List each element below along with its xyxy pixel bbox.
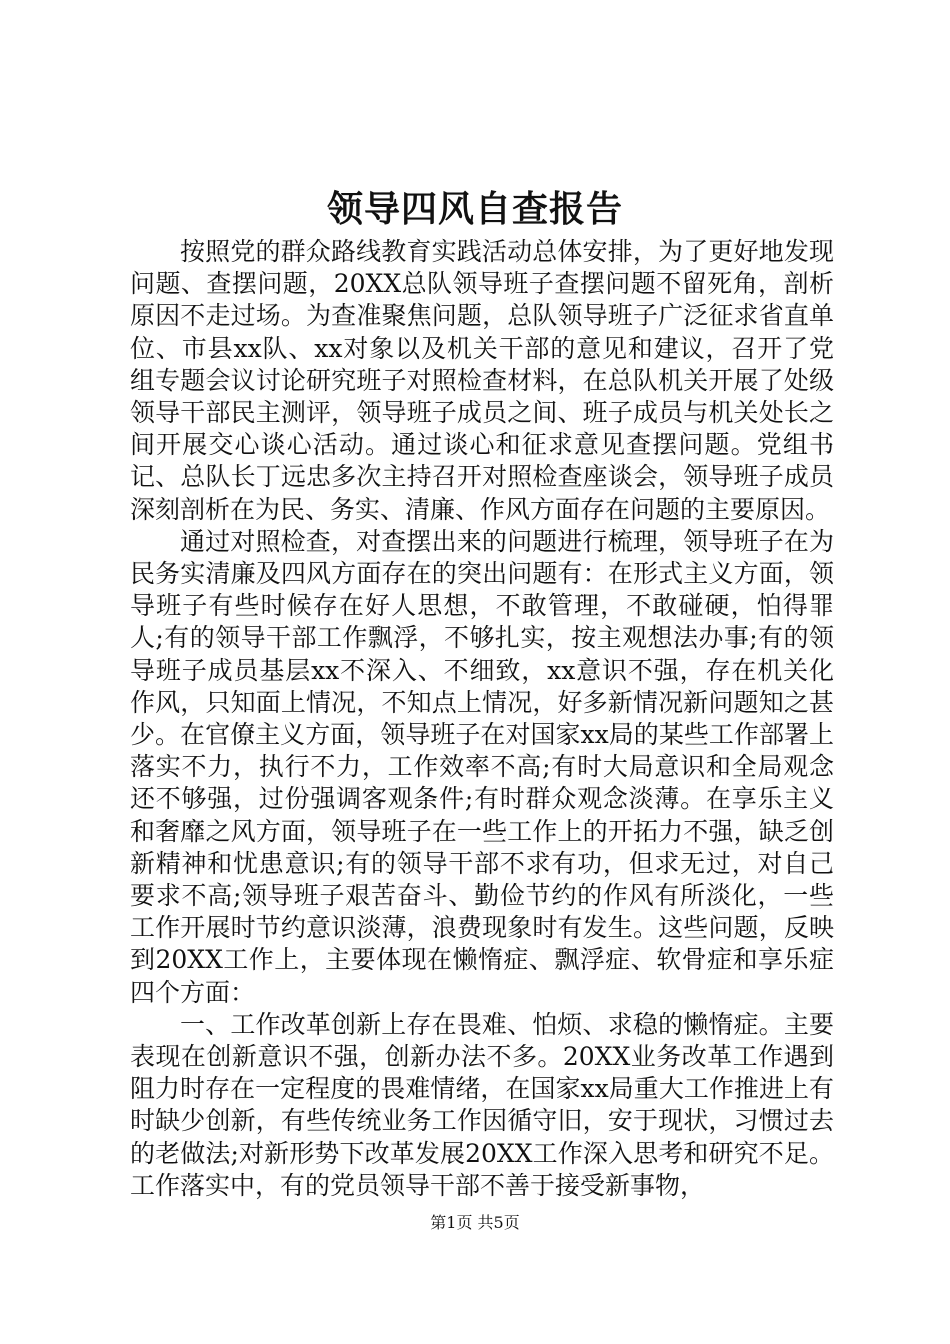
page-footer: 第1页 共5页	[430, 1213, 520, 1232]
paragraph-3: 一、工作改革创新上存在畏难、怕烦、求稳的懒惰症。主要表现在创新意识不强，创新办法不多。20XX业务改革工作遇到阻力时存在一定程度的畏难情绪，在国家xx局重大工作推进上有时缺少创新，有些传统业务工作因循守旧，安于现状，习惯过去的老做法;对新形势下改革发展20XX工作深入思考和研究不足。工作落实中，有的党员领导干部不善于接受新事物，	[130, 1009, 834, 1200]
document-body	[130, 236, 834, 1202]
paragraph-2: 通过对照检查，对查摆出来的问题进行梳理，领导班子在为民务实清廉及四风方面存在的突出问题有：在形式主义方面，领导班子有些时候存在好人思想，不敢管理，不敢碰硬，怕得罪人;有的领导干部工作飘浮，不够扎实，按主观想法办事;有的领导班子成员基层xx不深入、不细致，xx意识不强，存在机关化作风，只知面上情况，不知点上情况，好多新情况新问题知之甚少。在官僚主义方面，领导班子在对国家xx局的某些工作部署上落实不力，执行不力，工作效率不高;有时大局意识和全局观念还不够强，过份强调客观条件;有时群众观念淡薄。在享乐主义和奢靡之风方面，领导班子在一些工作上的开拓力不强，缺乏创新精神和忧患意识;有的领导干部不求有功，但求无过，对自己要求不高;领导班子艰苦奋斗、勤俭节约的作风有所淡化，一些工作开展时节约意识淡薄，浪费现象时有发生。这些问题，反映到20XX工作上，主要体现在懒惰症、飘浮症、软骨症和享乐症四个方面：	[130, 526, 834, 1007]
document-title: 领导四风自查报告	[326, 188, 623, 230]
paragraph-1: 按照党的群众路线教育实践活动总体安排，为了更好地发现问题、查摆问题，20XX总队领导班子查摆问题不留死角，剖析原因不走过场。为查准聚焦问题，总队领导班子广泛征求省直单位、市县xx队、xx对象以及机关干部的意见和建议，召开了党组专题会议讨论研究班子对照检查材料，在总队机关开展了处级领导干部民主测评，领导班子成员之间、班子成员与机关处长之间开展交心谈心活动。通过谈心和征求意见查摆问题。党组书记、总队长丁远忠多次主持召开对照检查座谈会，领导班子成员深刻剖析在为民、务实、清廉、作风方面存在问题的主要原因。	[130, 237, 834, 524]
